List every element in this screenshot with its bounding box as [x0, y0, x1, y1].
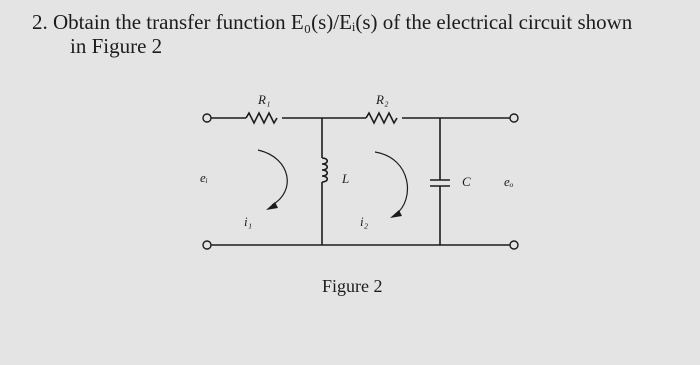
label-output-voltage: eₒ — [504, 174, 514, 189]
resistor-r1 — [246, 113, 277, 123]
label-loop-current-1: i₁ — [244, 214, 253, 229]
label-input-voltage: eᵢ — [200, 170, 208, 185]
label-r2: R₂ — [376, 92, 389, 107]
label-r1: R₁ — [258, 92, 271, 107]
figure-caption: Figure 2 — [322, 276, 383, 296]
resistor-r2 — [366, 113, 397, 123]
label-inductor: L — [342, 171, 350, 186]
question-line-2: in Figure 2 — [70, 34, 163, 58]
label-loop-current-2: i₂ — [360, 214, 369, 229]
inductor-l — [322, 158, 327, 182]
input-terminal-top — [203, 114, 211, 122]
loop-arrowhead-i2 — [390, 210, 402, 218]
output-terminal-bottom — [510, 241, 518, 249]
loop-arrowhead-i1 — [266, 202, 278, 210]
loop-arrow-i1 — [258, 150, 287, 205]
output-terminal-top — [510, 114, 518, 122]
loop-arrow-i2 — [375, 152, 407, 214]
question-line-1: 2. Obtain the transfer function E₀(s)/Eᵢ(s) of the electrical circuit shown — [32, 10, 633, 34]
label-capacitor: C — [462, 174, 471, 189]
input-terminal-bottom — [203, 241, 211, 249]
